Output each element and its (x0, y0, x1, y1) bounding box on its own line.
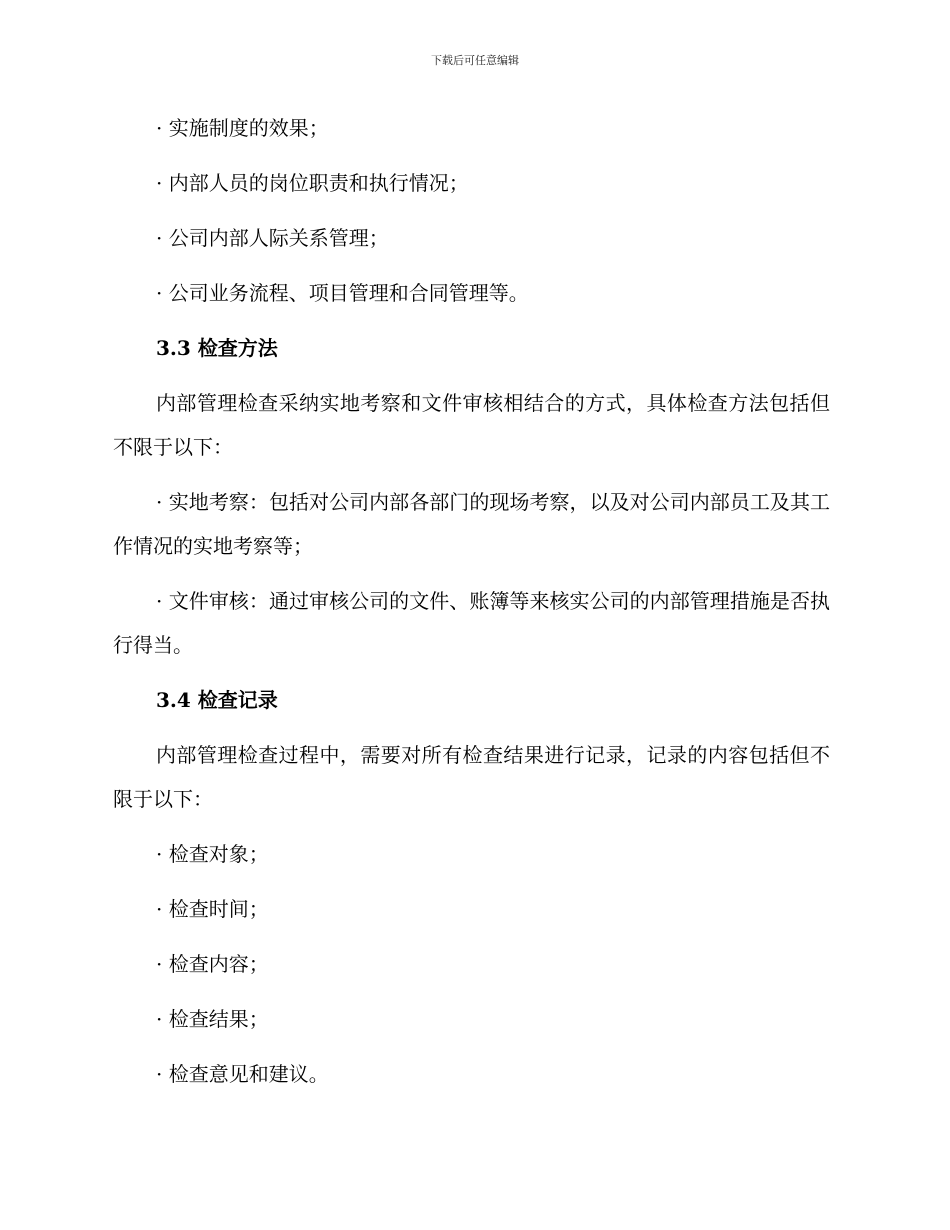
list-item: · 检查内容； (156, 952, 269, 976)
list-item: · 实地考察：包括对公司内部各部门的现场考察，以及对公司内部员工及其工作情况的实地考察等； (113, 490, 830, 558)
list-item: · 公司内部人际关系管理； (156, 226, 389, 250)
list-item: · 公司业务流程、项目管理和合同管理等。 (156, 281, 529, 305)
section-3-4-intro: 内部管理检查过程中，需要对所有检查结果进行记录，记录的内容包括但不限于以下： (113, 743, 830, 811)
list-item: · 检查意见和建议。 (156, 1062, 329, 1086)
list-item: · 检查结果； (156, 1007, 269, 1031)
list-item: · 检查时间； (156, 897, 269, 921)
list-item: · 文件审核：通过审核公司的文件、账簿等来核实公司的内部管理措施是否执行得当。 (113, 589, 830, 657)
list-item: · 检查对象； (156, 842, 269, 866)
section-heading-3-4: 3.4 检查记录 (156, 688, 278, 712)
page-header: 下载后可任意编辑 (431, 54, 519, 67)
list-item: · 内部人员的岗位职责和执行情况； (156, 171, 469, 195)
section-heading-3-3: 3.3 检查方法 (156, 336, 278, 360)
section-3-3-intro: 内部管理检查采纳实地考察和文件审核相结合的方式，具体检查方法包括但不限于以下： (113, 391, 830, 459)
list-item: · 实施制度的效果； (156, 116, 329, 140)
document-body (113, 106, 830, 1107)
